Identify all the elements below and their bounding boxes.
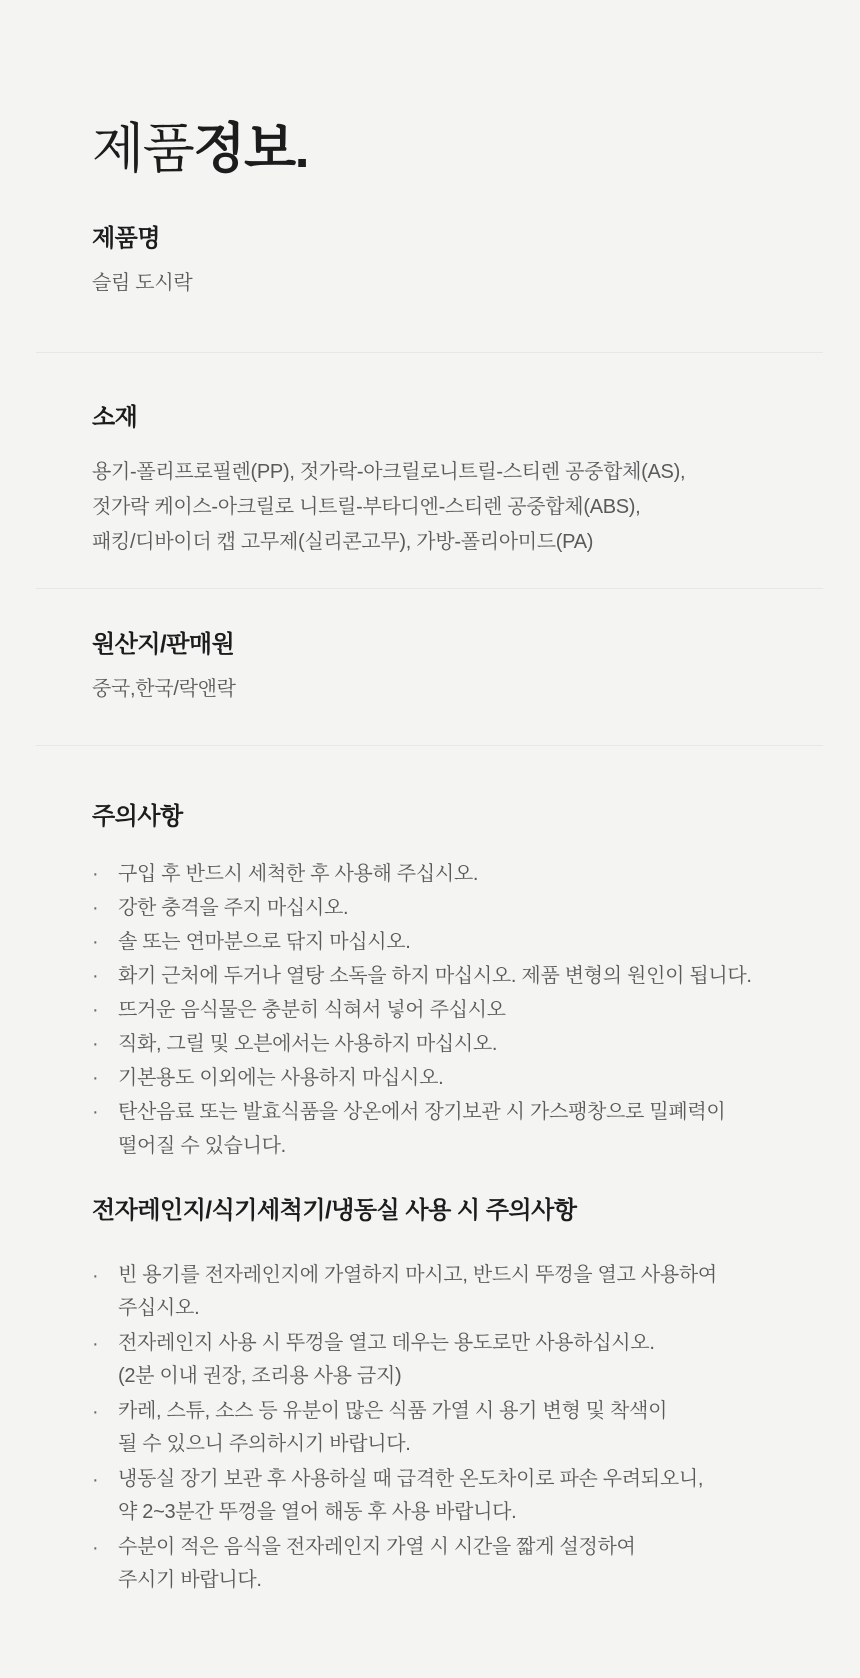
bullet-dot-icon: · [92, 1033, 99, 1055]
divider [36, 588, 823, 589]
bullet-dot-icon: · [92, 1333, 99, 1355]
bullet-dot-icon: · [92, 965, 99, 987]
material-heading: 소재 [92, 404, 138, 431]
origin-value: 중국,한국/락앤락 [92, 678, 236, 700]
caution-item [92, 959, 800, 993]
product-name-heading: 제품명 [92, 225, 161, 252]
cautions-heading: 주의사항 [92, 803, 183, 830]
material-line: 용기-폴리프로필렌(PP), 젓가락-아크릴로니트릴-스티렌 공중합체(AS), [92, 461, 686, 483]
caution-item [92, 925, 800, 959]
appliance-cautions-list [92, 1259, 800, 1597]
caution-item [92, 993, 800, 1027]
caution-item [92, 1395, 800, 1461]
caution-line: (2분 이내 권장, 조리용 사용 금지) [118, 1365, 402, 1387]
caution-line: 뜨거운 음식물은 충분히 식혀서 넣어 주십시오 [118, 999, 506, 1021]
page-title-light: 제품 [92, 119, 194, 179]
caution-item [92, 1327, 800, 1393]
material-value [92, 455, 800, 560]
caution-item [92, 1027, 800, 1061]
bullet-dot-icon: · [92, 1067, 99, 1089]
caution-item [92, 857, 800, 891]
caution-item [92, 1095, 800, 1163]
caution-line: 주십시오. [118, 1297, 200, 1319]
caution-line: 될 수 있으니 주의하시기 바랍니다. [118, 1433, 411, 1455]
bullet-dot-icon: · [92, 1401, 99, 1423]
caution-line: 화기 근처에 두거나 열탕 소독을 하지 마십시오. 제품 변형의 원인이 됩니다. [118, 965, 752, 987]
bullet-dot-icon: · [92, 863, 99, 885]
caution-item [92, 1259, 800, 1325]
caution-line: 주시기 바랍니다. [118, 1569, 262, 1591]
bullet-dot-icon: · [92, 1101, 99, 1123]
caution-line: 냉동실 장기 보관 후 사용하실 때 급격한 온도차이로 파손 우려되오니, [118, 1468, 704, 1490]
origin-heading: 원산지/판매원 [92, 631, 235, 658]
divider [36, 352, 823, 353]
page-title [92, 118, 800, 180]
divider [36, 745, 823, 746]
caution-line: 직화, 그릴 및 오븐에서는 사용하지 마십시오. [118, 1033, 498, 1055]
caution-line: 기본용도 이외에는 사용하지 마십시오. [118, 1067, 444, 1089]
caution-line: 강한 충격을 주지 마십시오. [118, 897, 349, 919]
caution-line: 떨어질 수 있습니다. [118, 1135, 286, 1157]
bullet-dot-icon: · [92, 931, 99, 953]
page-title-bold: 정보. [193, 119, 309, 179]
caution-line: 솔 또는 연마분으로 닦지 마십시오. [118, 931, 411, 953]
caution-item [92, 1061, 800, 1095]
caution-item [92, 891, 800, 925]
caution-item [92, 1531, 800, 1597]
appliance-cautions-heading: 전자레인지/식기세척기/냉동실 사용 시 주의사항 [92, 1197, 577, 1224]
product-name-value: 슬림 도시락 [92, 272, 193, 294]
caution-item [92, 1463, 800, 1529]
bullet-dot-icon: · [92, 999, 99, 1021]
caution-line: 탄산음료 또는 발효식품을 상온에서 장기보관 시 가스팽창으로 밀폐력이 [118, 1101, 726, 1123]
bullet-dot-icon: · [92, 1537, 99, 1559]
caution-line: 수분이 적은 음식을 전자레인지 가열 시 시간을 짧게 설정하여 [118, 1536, 636, 1558]
caution-line: 카레, 스튜, 소스 등 유분이 많은 식품 가열 시 용기 변형 및 착색이 [118, 1400, 668, 1422]
caution-line: 빈 용기를 전자레인지에 가열하지 마시고, 반드시 뚜껑을 열고 사용하여 [118, 1264, 717, 1286]
bullet-dot-icon: · [92, 1265, 99, 1287]
bullet-dot-icon: · [92, 897, 99, 919]
caution-line: 약 2~3분간 뚜껑을 열어 해동 후 사용 바랍니다. [118, 1501, 517, 1523]
caution-line: 전자레인지 사용 시 뚜껑을 열고 데우는 용도로만 사용하십시오. [118, 1332, 655, 1354]
material-line: 젓가락 케이스-아크릴로 니트릴-부타디엔-스티렌 공중합체(ABS), [92, 496, 641, 518]
cautions-list [92, 857, 800, 1163]
bullet-dot-icon: · [92, 1469, 99, 1491]
caution-line: 구입 후 반드시 세척한 후 사용해 주십시오. [118, 863, 479, 885]
material-line: 패킹/디바이더 캡 고무제(실리콘고무), 가방-폴리아미드(PA) [92, 531, 594, 553]
